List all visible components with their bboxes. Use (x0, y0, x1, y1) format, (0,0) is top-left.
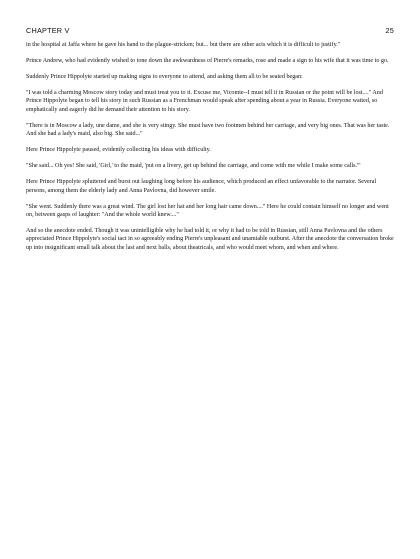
paragraph: Prince Andrew, who had evidently wished to tone down the awkwardness of Pierre's remarks, rose and made a sign to his wife that it was time to go. (26, 58, 389, 64)
paragraph: Here Prince Hippolyte spluttered and burst out laughing long before his audience, which produced an effect unfavorable to the narrator. Several persons, among them the elderly lady and Anna Pavlovna, did however smile. (26, 179, 377, 194)
page-header (26, 26, 394, 35)
body-text (26, 41, 394, 252)
chapter-title: CHAPTER V (26, 26, 70, 35)
paragraph: Suddenly Prince Hippolyte started up making signs to everyone to attend, and asking them all to be seated began: (26, 74, 303, 80)
paragraph: in the hospital at Jaffa where he gave his hand to the plague-stricken; but... but there are other acts which it is difficult to justify." (26, 42, 341, 48)
paragraph: Here Prince Hippolyte paused, evidently collecting his ideas with difficulty. (26, 147, 211, 154)
paragraph: And so the anecdote ended. Though it was unintelligible why he had told it, or why it had to be told in Russian, still Anna Pavlovna and the others appreciated Prince Hippolyte's social tact in so agreeably ending Pierre's unpleasant and unamiable outburst. After the anecdote the conversation broke up into insignificant small talk about the last and next balls, about theatricals, and who would meet whom, and when and where. (26, 228, 394, 251)
paragraph: "There is in Moscow a lady, une dame, and she is very stingy. She must have two footmen behind her carriage, and very big ones. That was her taste. And she had a lady's maid, also big. She said..." (26, 122, 390, 138)
paragraph: "She said... Oh yes! She said, 'Girl,' to the maid, 'put on a livery, get up behind the carriage, and come with me while I make some calls.'" (26, 163, 361, 170)
page-number: 25 (385, 26, 394, 35)
paragraph: "I was told a charming Moscow story today and must treat you to it. Excuse me, Vicomte--I must tell it in Russian or the point will be lost...." And Prince Hippolyte began to tell his story in such Russian as a Frenchman would speak after spending about a year in Russia. Everyone waited, so emphatically and eagerly did he demand their attention to his story. (26, 90, 383, 113)
paragraph: "She went. Suddenly there was a great wind. The girl lost her hat and her long hair came down...." Here he could contain himself no longer and went on, between gasps of laughter: "And the whole world knew...." (26, 203, 389, 219)
